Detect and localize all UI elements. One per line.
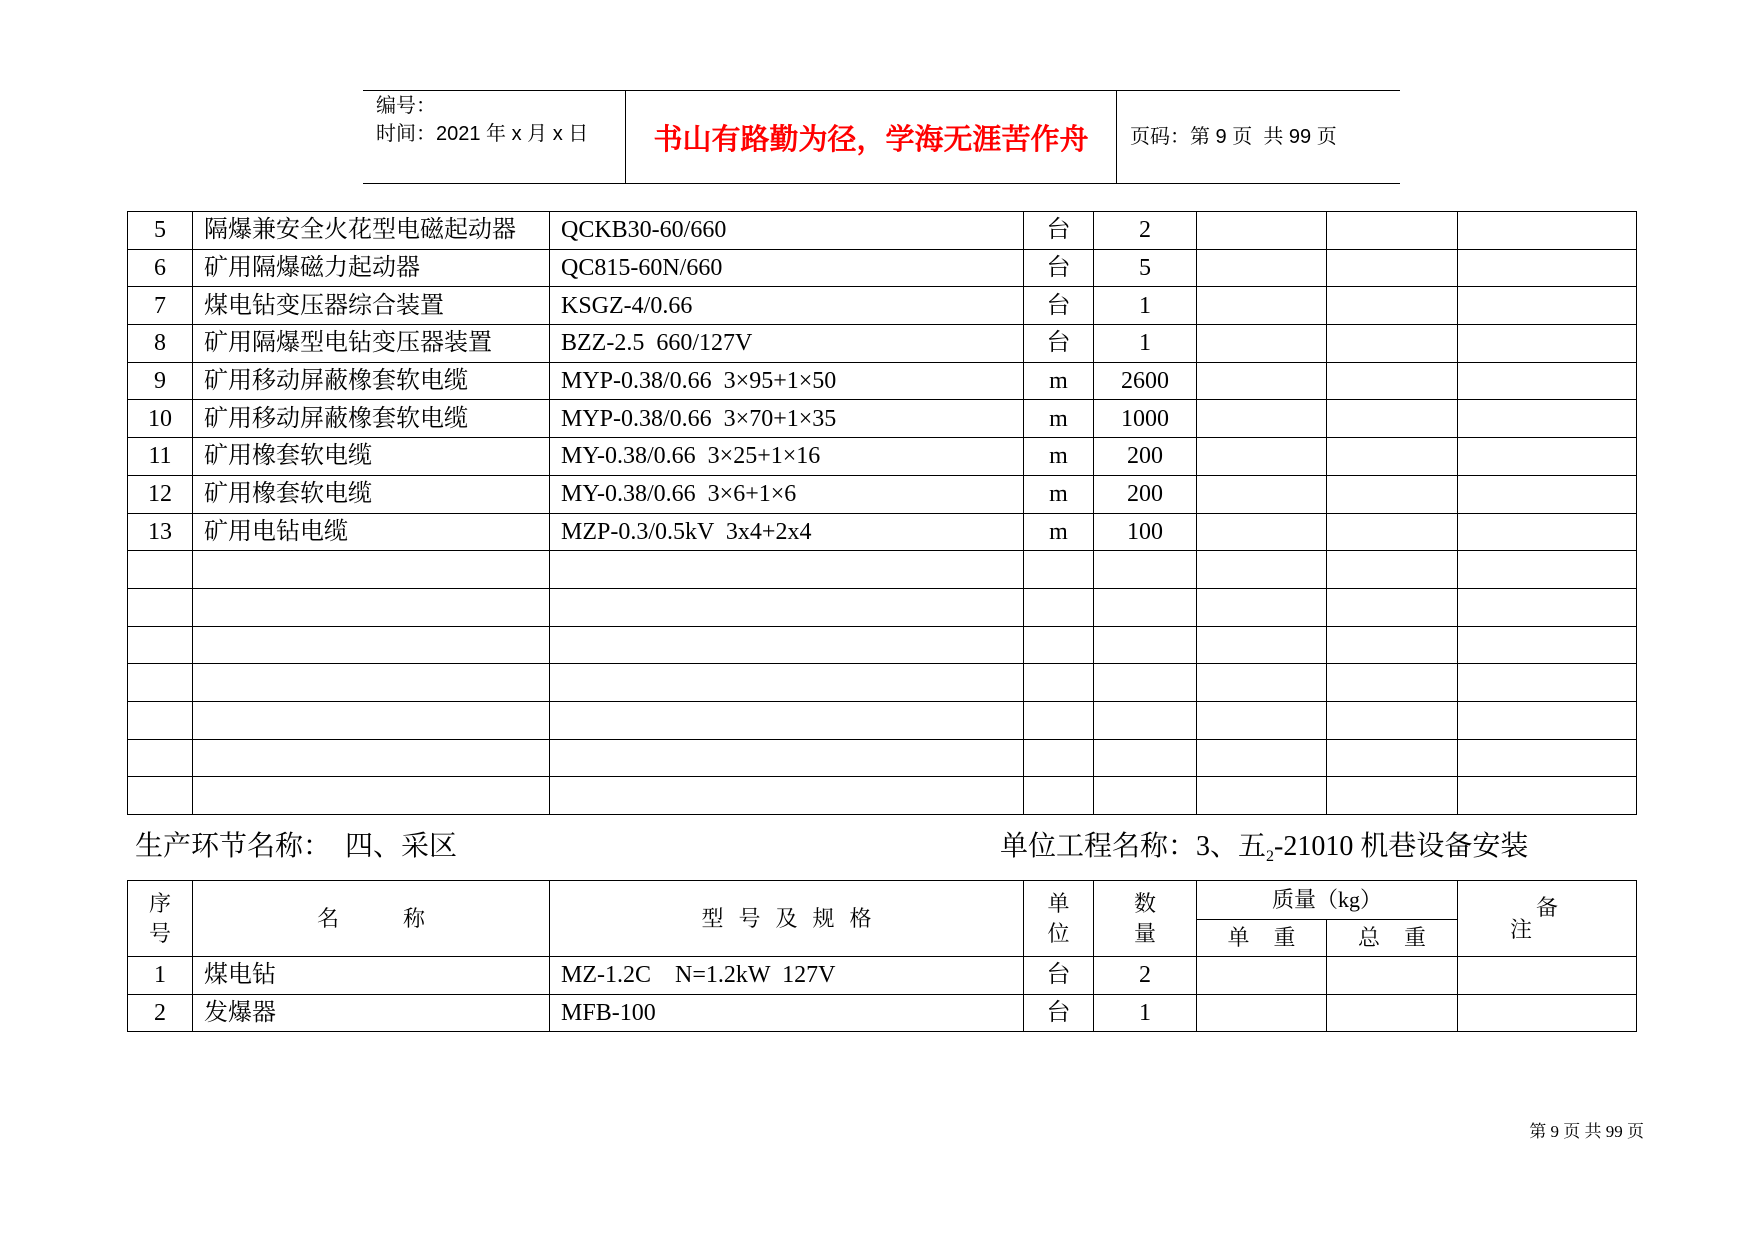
table-row (128, 626, 1637, 664)
cell-total-weight (1327, 626, 1458, 664)
cell-serial (128, 626, 193, 664)
cell-total-weight (1327, 701, 1458, 739)
cell-model: QC815-60N/660 (550, 249, 1024, 287)
header-remark: 备注 (1458, 881, 1637, 957)
cell-total-weight (1327, 777, 1458, 815)
cell-remark (1458, 588, 1637, 626)
table-row (128, 325, 1637, 363)
cell-unit-weight (1197, 701, 1327, 739)
cell-model: MY-0.38/0.66 3×25+1×16 (550, 438, 1024, 476)
cell-serial: 2 (128, 994, 193, 1032)
cell-quantity (1094, 626, 1197, 664)
cell-model: MFB-100 (550, 994, 1024, 1032)
table-row (128, 664, 1637, 702)
cell-unit-weight (1197, 475, 1327, 513)
table-row (128, 588, 1637, 626)
cell-total-weight (1327, 212, 1458, 250)
cell-remark (1458, 701, 1637, 739)
table-row (128, 513, 1637, 551)
cell-serial: 12 (128, 475, 193, 513)
cell-serial: 10 (128, 400, 193, 438)
cell-quantity: 1 (1094, 325, 1197, 363)
cell-quantity: 2600 (1094, 362, 1197, 400)
table-row (128, 957, 1637, 995)
cell-model (550, 777, 1024, 815)
cell-quantity (1094, 551, 1197, 589)
header-mass: 质量（kg） (1197, 881, 1458, 920)
cell-remark (1458, 287, 1637, 325)
cell-name: 发爆器 (193, 994, 550, 1032)
cell-quantity: 200 (1094, 438, 1197, 476)
cell-total-weight (1327, 664, 1458, 702)
cell-quantity: 200 (1094, 475, 1197, 513)
cell-unit-weight (1197, 551, 1327, 589)
cell-serial: 13 (128, 513, 193, 551)
cell-remark (1458, 362, 1637, 400)
cell-unit: 台 (1024, 957, 1094, 995)
cell-name: 煤电钻 (193, 957, 550, 995)
table-row (128, 287, 1637, 325)
cell-unit: m (1024, 400, 1094, 438)
cell-total-weight (1327, 438, 1458, 476)
cell-serial (128, 739, 193, 777)
cell-model: QCKB30-60/660 (550, 212, 1024, 250)
cell-model: MY-0.38/0.66 3×6+1×6 (550, 475, 1024, 513)
unit-project-suffix: -21010 机巷设备安装 (1274, 831, 1529, 862)
cell-total-weight (1327, 249, 1458, 287)
table-row (128, 475, 1637, 513)
cell-serial (128, 701, 193, 739)
cell-unit-weight (1197, 957, 1327, 995)
cell-remark (1458, 400, 1637, 438)
cell-remark (1458, 212, 1637, 250)
cell-unit-weight (1197, 249, 1327, 287)
cell-unit-weight (1197, 212, 1327, 250)
cell-remark (1458, 739, 1637, 777)
header-total-weight: 总重 (1327, 920, 1458, 957)
cell-quantity: 1 (1094, 994, 1197, 1032)
cell-unit (1024, 701, 1094, 739)
header-page-cell (1117, 91, 1400, 183)
cell-remark (1458, 249, 1637, 287)
table-row (128, 212, 1637, 250)
cell-unit-weight (1197, 325, 1327, 363)
equipment-table-body (128, 212, 1637, 815)
cell-model (550, 626, 1024, 664)
table-row (128, 777, 1637, 815)
equipment-table-header (128, 881, 1637, 957)
cell-unit-weight (1197, 739, 1327, 777)
cell-unit: m (1024, 513, 1094, 551)
cell-unit: 台 (1024, 249, 1094, 287)
cell-remark (1458, 994, 1637, 1032)
document-number-label: 编号： (376, 95, 436, 117)
cell-remark (1458, 664, 1637, 702)
header-info-cell (363, 91, 626, 183)
header-model: 型号及规格 (550, 881, 1024, 957)
cell-serial: 9 (128, 362, 193, 400)
unit-project-prefix: 单位工程名称：3、五 (1000, 831, 1267, 862)
cell-unit: m (1024, 438, 1094, 476)
cell-unit: 台 (1024, 325, 1094, 363)
cell-name (193, 588, 550, 626)
unit-project-title (1000, 832, 1528, 872)
cell-total-weight (1327, 513, 1458, 551)
document-time-label: 时间：2021 年 x 月 x 日 (376, 123, 589, 145)
cell-model: KSGZ-4/0.66 (550, 287, 1024, 325)
cell-unit: 台 (1024, 212, 1094, 250)
table-row (128, 701, 1637, 739)
cell-serial: 7 (128, 287, 193, 325)
cell-unit: 台 (1024, 287, 1094, 325)
table-row (128, 438, 1637, 476)
cell-model: MYP-0.38/0.66 3×70+1×35 (550, 400, 1024, 438)
cell-serial (128, 664, 193, 702)
cell-remark (1458, 777, 1637, 815)
cell-name: 矿用电钻电缆 (193, 513, 550, 551)
cell-quantity (1094, 777, 1197, 815)
header-unit-weight: 单重 (1197, 920, 1327, 957)
cell-quantity: 2 (1094, 957, 1197, 995)
cell-total-weight (1327, 551, 1458, 589)
cell-name: 煤电钻变压器综合装置 (193, 287, 550, 325)
cell-name (193, 739, 550, 777)
header-name: 名称 (193, 881, 550, 957)
cell-unit (1024, 664, 1094, 702)
page-header (363, 90, 1400, 184)
header-page-code: 页码：第 9 页 共 99 页 (1130, 126, 1337, 148)
cell-unit: 台 (1024, 994, 1094, 1032)
cell-model: MZ-1.2C N=1.2kW 127V (550, 957, 1024, 995)
cell-quantity: 100 (1094, 513, 1197, 551)
cell-model (550, 551, 1024, 589)
unit-project-subscript: 2 (1266, 848, 1275, 865)
cell-serial: 11 (128, 438, 193, 476)
cell-total-weight (1327, 400, 1458, 438)
cell-model: MYP-0.38/0.66 3×95+1×50 (550, 362, 1024, 400)
cell-unit-weight (1197, 400, 1327, 438)
table-row (128, 994, 1637, 1032)
header-motto: 书山有路勤为径，学海无涯苦作舟 (653, 123, 1089, 156)
cell-name: 矿用移动屏蔽橡套软电缆 (193, 400, 550, 438)
header-unit: 单位 (1024, 881, 1094, 957)
cell-unit-weight (1197, 777, 1327, 815)
equipment-table-continued (127, 211, 1637, 815)
cell-unit-weight (1197, 588, 1327, 626)
cell-remark (1458, 551, 1637, 589)
page-footer: 第 9 页 共 99 页 (1529, 1122, 1644, 1141)
cell-quantity: 5 (1094, 249, 1197, 287)
cell-total-weight (1327, 739, 1458, 777)
cell-unit-weight (1197, 626, 1327, 664)
table-row (128, 362, 1637, 400)
cell-unit-weight (1197, 287, 1327, 325)
cell-unit-weight (1197, 513, 1327, 551)
cell-total-weight (1327, 588, 1458, 626)
cell-serial: 6 (128, 249, 193, 287)
cell-remark (1458, 957, 1637, 995)
cell-model: BZZ-2.5 660/127V (550, 325, 1024, 363)
cell-model (550, 588, 1024, 626)
table-row (128, 551, 1637, 589)
cell-serial: 1 (128, 957, 193, 995)
table-row (128, 249, 1637, 287)
header-serial: 序号 (128, 881, 193, 957)
cell-unit (1024, 739, 1094, 777)
cell-unit-weight (1197, 362, 1327, 400)
cell-remark (1458, 626, 1637, 664)
cell-name (193, 701, 550, 739)
cell-serial (128, 777, 193, 815)
cell-name (193, 777, 550, 815)
cell-total-weight (1327, 994, 1458, 1032)
cell-remark (1458, 438, 1637, 476)
header-quantity: 数量 (1094, 881, 1197, 957)
cell-unit-weight (1197, 438, 1327, 476)
cell-unit (1024, 777, 1094, 815)
cell-remark (1458, 325, 1637, 363)
cell-unit: m (1024, 362, 1094, 400)
cell-name: 矿用橡套软电缆 (193, 438, 550, 476)
cell-name: 矿用移动屏蔽橡套软电缆 (193, 362, 550, 400)
cell-unit-weight (1197, 664, 1327, 702)
cell-model (550, 701, 1024, 739)
cell-model (550, 664, 1024, 702)
cell-serial: 5 (128, 212, 193, 250)
production-link-title: 生产环节名称： 四、采区 (135, 831, 458, 862)
cell-model: MZP-0.3/0.5kV 3x4+2x4 (550, 513, 1024, 551)
cell-serial (128, 588, 193, 626)
cell-remark (1458, 475, 1637, 513)
cell-total-weight (1327, 475, 1458, 513)
cell-quantity (1094, 588, 1197, 626)
table-row (128, 739, 1637, 777)
cell-name: 矿用隔爆型电钻变压器装置 (193, 325, 550, 363)
cell-unit (1024, 626, 1094, 664)
table-row (128, 400, 1637, 438)
cell-name: 隔爆兼安全火花型电磁起动器 (193, 212, 550, 250)
cell-unit (1024, 551, 1094, 589)
cell-quantity: 1 (1094, 287, 1197, 325)
cell-total-weight (1327, 287, 1458, 325)
cell-unit (1024, 588, 1094, 626)
header-motto-cell (626, 91, 1117, 183)
cell-model (550, 739, 1024, 777)
cell-serial: 8 (128, 325, 193, 363)
cell-name: 矿用隔爆磁力起动器 (193, 249, 550, 287)
cell-serial (128, 551, 193, 589)
cell-name: 矿用橡套软电缆 (193, 475, 550, 513)
cell-quantity (1094, 739, 1197, 777)
cell-name (193, 664, 550, 702)
cell-remark (1458, 513, 1637, 551)
cell-quantity: 2 (1094, 212, 1197, 250)
cell-unit-weight (1197, 994, 1327, 1032)
cell-quantity (1094, 701, 1197, 739)
cell-total-weight (1327, 957, 1458, 995)
cell-total-weight (1327, 325, 1458, 363)
equipment-table (127, 880, 1637, 1032)
cell-name (193, 626, 550, 664)
cell-quantity: 1000 (1094, 400, 1197, 438)
cell-unit: m (1024, 475, 1094, 513)
cell-quantity (1094, 664, 1197, 702)
equipment-table-body (128, 957, 1637, 1032)
cell-name (193, 551, 550, 589)
cell-total-weight (1327, 362, 1458, 400)
